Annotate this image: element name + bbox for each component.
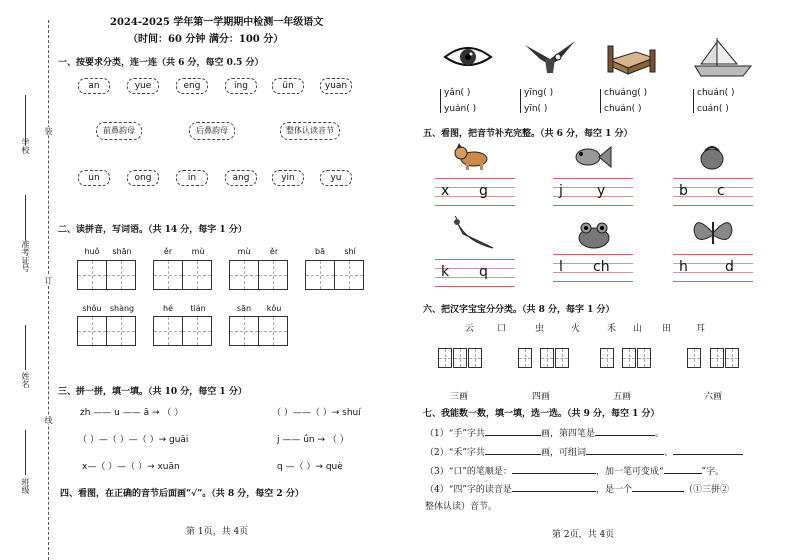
option-brace — [440, 89, 441, 113]
pinyin-label: kǒu — [266, 304, 282, 313]
butterfly-picture — [692, 216, 734, 250]
q5-title: 五、看图，把音节补充完整。（共 6 分，每空 1 分） — [423, 129, 633, 139]
syllable-option[interactable]: yīn( ) — [524, 104, 548, 114]
writing-box[interactable] — [153, 260, 183, 290]
chinese-char[interactable]: 虫 — [535, 324, 545, 334]
pinyin-card[interactable]: yuan — [320, 78, 352, 94]
writing-box[interactable] — [258, 260, 288, 290]
pinyin-card[interactable]: ang — [225, 170, 257, 186]
given-letter: c — [717, 183, 725, 199]
chinese-char[interactable]: 山 — [633, 324, 643, 334]
stroke-group-label: 三画 — [450, 392, 469, 402]
q2-title: 二、读拼音，写词语。（共 14 分，每字 1 分） — [58, 225, 247, 235]
q7-text: （2）“禾”字共 — [425, 448, 485, 458]
answer-blank[interactable] — [595, 435, 655, 436]
q7-text: 画，第四笔是 — [540, 429, 595, 439]
q7-text: （①三拼② — [683, 485, 729, 495]
given-letter: ch — [593, 259, 610, 275]
footer-page-1: 第 1页，共 4页 — [186, 527, 249, 537]
syllable-option[interactable]: cuán( ) — [697, 104, 729, 114]
footer-page-2: 第 2页，共 4页 — [552, 530, 615, 540]
given-letter: y — [597, 183, 606, 199]
dog-picture — [452, 143, 492, 171]
four-line-grid[interactable] — [435, 259, 515, 287]
eagle-picture — [520, 37, 580, 77]
pinyin-card[interactable]: ong — [127, 170, 159, 186]
option-brace — [600, 89, 601, 113]
q7-text: ，是一个 — [595, 485, 632, 495]
pinyin-card[interactable]: eng — [176, 78, 208, 94]
q7-text: 、 — [663, 448, 673, 458]
exam-meta: （时间：60 分钟 满分：100 分） — [128, 34, 284, 45]
answer-box[interactable] — [637, 348, 651, 368]
xian-mark: 线 — [44, 416, 53, 424]
writing-box[interactable] — [229, 260, 259, 290]
answer-blank[interactable] — [664, 473, 702, 474]
writing-box[interactable] — [182, 316, 212, 346]
given-letter: l — [559, 259, 563, 275]
syllable-option[interactable]: chuán( ) — [697, 88, 735, 98]
vegetable-picture — [697, 143, 727, 171]
option-brace — [693, 89, 694, 113]
answer-box[interactable] — [725, 348, 739, 368]
answer-box[interactable] — [622, 348, 636, 368]
pinyin-label: shān — [112, 247, 132, 256]
given-letter: g — [479, 183, 488, 199]
category-card[interactable]: 后鼻韵母 — [189, 122, 235, 140]
given-letter: q — [479, 264, 488, 280]
pinyin-label: tián — [190, 304, 206, 313]
q7-line-1 — [425, 426, 664, 439]
syllable-option[interactable]: yuán( ) — [444, 104, 477, 114]
chinese-char[interactable]: 火 — [571, 324, 581, 334]
answer-box[interactable] — [600, 348, 614, 368]
stroke-group-label: 六画 — [704, 392, 723, 402]
writing-box[interactable] — [106, 260, 136, 290]
four-line-grid[interactable] — [553, 178, 633, 206]
q1-title: 一、按要求分类，连一连（共 6 分，每空 0.5 分） — [58, 58, 264, 68]
q7-line-3 — [425, 464, 724, 477]
goldfish-picture — [572, 143, 612, 171]
writing-box[interactable] — [182, 260, 212, 290]
answer-box[interactable] — [518, 348, 532, 368]
spelling-line: x—（ ）—（ ）→ xuān — [82, 462, 180, 472]
pinyin-label: ěr — [269, 247, 279, 256]
four-line-grid[interactable] — [435, 178, 515, 206]
pinyin-label: shǒu — [82, 304, 102, 313]
chinese-char[interactable]: 口 — [497, 324, 507, 334]
q7-text: ，加一笔可变成“ — [595, 467, 664, 477]
q7-text: 画，可组词 — [540, 448, 586, 458]
writing-box[interactable] — [258, 316, 288, 346]
q7-text: ”字。 — [701, 467, 725, 477]
pinyin-label: bā — [315, 247, 325, 256]
given-letter: x — [441, 183, 450, 199]
pinyin-card[interactable]: un — [78, 170, 110, 186]
page-title: 2024-2025 学年第一学期期中检测一年级语文 — [110, 17, 324, 28]
exam-id-label: 准考证号 — [21, 240, 30, 272]
pinyin-card[interactable]: in — [176, 170, 208, 186]
syllable-option[interactable]: chuán( ) — [604, 104, 642, 114]
option-brace — [520, 89, 521, 113]
writing-box[interactable] — [229, 316, 259, 346]
bed-picture — [606, 42, 656, 78]
given-letter: j — [559, 183, 563, 199]
answer-box[interactable] — [438, 348, 452, 368]
given-letter: b — [679, 183, 688, 199]
name-blank — [25, 325, 26, 370]
q7-text: （4）“四”字的读音是 — [425, 485, 512, 495]
school-label: 学校 — [21, 138, 30, 154]
answer-box[interactable] — [687, 348, 701, 368]
four-line-grid[interactable] — [673, 178, 753, 206]
stroke-group-label: 五画 — [613, 392, 632, 402]
class-blank — [25, 430, 26, 475]
given-letter: h — [679, 259, 688, 275]
chinese-char[interactable]: 禾 — [607, 324, 617, 334]
ding-mark: 订 — [44, 276, 53, 284]
answer-blank[interactable] — [512, 491, 596, 492]
answer-box[interactable] — [555, 348, 569, 368]
category-card[interactable]: 前鼻韵母 — [96, 122, 142, 140]
frog-picture — [574, 218, 614, 250]
q7-text: （1）“手”字共 — [425, 429, 485, 439]
spelling-line: j —— ǘn → （ ） — [277, 435, 349, 445]
pinyin-label: mù — [191, 247, 205, 256]
pinyin-card[interactable]: an — [78, 78, 110, 94]
pinyin-label: sān — [236, 304, 252, 313]
pinyin-card[interactable]: yin — [272, 170, 304, 186]
q7-title: 七、我能数一数，填一填，选一选。（共 9 分，每空 1 分） — [423, 409, 660, 419]
pinyin-label: mù — [237, 247, 251, 256]
pinyin-card[interactable]: yu — [320, 170, 352, 186]
stroke-group-label: 四画 — [532, 392, 551, 402]
pinyin-card[interactable]: yue — [127, 78, 159, 94]
class-label: 班级 — [21, 478, 30, 494]
chinese-char[interactable]: 耳 — [696, 324, 706, 334]
q4-title: 四、看图，在正确的音节后面画“√”。（共 8 分，每空 2 分） — [60, 489, 304, 499]
spelling-line: zh —— u —— ā → （ ） — [80, 408, 184, 418]
spelling-line: q —（ ）→ què — [277, 462, 343, 472]
spelling-line: （ ）——（ ）→ shuí — [272, 408, 361, 418]
q7-line-2 — [425, 445, 743, 458]
q7-text: 。 — [654, 429, 664, 439]
answer-box[interactable] — [453, 348, 467, 368]
pinyin-label: huǒ — [84, 247, 100, 256]
pinyin-label: ěr — [163, 247, 173, 256]
given-letter: d — [725, 259, 734, 275]
syllable-option[interactable]: yǎn( ) — [444, 88, 471, 98]
school-blank — [25, 95, 26, 145]
writing-box[interactable] — [77, 316, 107, 346]
writing-box[interactable] — [106, 316, 136, 346]
chinese-char[interactable]: 云 — [465, 324, 475, 334]
syllable-option[interactable]: yīng( ) — [524, 88, 554, 98]
pinyin-label: hé — [163, 304, 173, 313]
answer-box[interactable] — [710, 348, 724, 368]
pinyin-label: shàng — [109, 304, 135, 313]
exam-id-blank — [25, 195, 26, 240]
four-line-grid[interactable] — [673, 254, 753, 282]
peacock-picture — [449, 216, 495, 252]
eye-picture — [443, 43, 493, 71]
answer-blank[interactable] — [673, 454, 743, 455]
spelling-line: （ ）—（ ）—（ ）→ guāi — [78, 435, 189, 445]
writing-box[interactable] — [305, 260, 335, 290]
pinyin-card[interactable]: ün — [272, 78, 304, 94]
q6-title: 六、把汉字宝宝分分类。（共 8 分，每字 1 分） — [423, 305, 615, 315]
answer-blank[interactable] — [485, 435, 541, 436]
answer-blank[interactable] — [485, 454, 541, 455]
ship-picture — [693, 36, 753, 80]
pinyin-label: shí — [344, 247, 356, 256]
given-letter: k — [441, 264, 450, 280]
four-line-grid[interactable] — [553, 254, 633, 282]
binding-line — [48, 20, 49, 560]
answer-box[interactable] — [540, 348, 554, 368]
writing-box[interactable] — [334, 260, 364, 290]
answer-blank[interactable] — [632, 491, 684, 492]
syllable-option[interactable]: chuáng( ) — [604, 88, 648, 98]
zhuang-mark: 装 — [44, 127, 53, 135]
writing-box[interactable] — [153, 316, 183, 346]
writing-box[interactable] — [77, 260, 107, 290]
name-label: 姓名 — [21, 372, 30, 388]
answer-blank[interactable] — [512, 473, 596, 474]
q7-line-4 — [425, 482, 729, 495]
category-card[interactable]: 整体认读音节 — [280, 122, 340, 140]
q3-title: 三、拼一拼，填一填。（共 10 分，每空 1 分） — [58, 387, 247, 397]
answer-box[interactable] — [468, 348, 482, 368]
q7-text: （3）“口”的笔顺是： — [425, 467, 512, 477]
chinese-char[interactable]: 田 — [662, 324, 672, 334]
answer-blank[interactable] — [586, 454, 664, 455]
q7-line-5: 整体认读）音节。 — [425, 502, 498, 512]
pinyin-card[interactable]: ing — [225, 78, 257, 94]
